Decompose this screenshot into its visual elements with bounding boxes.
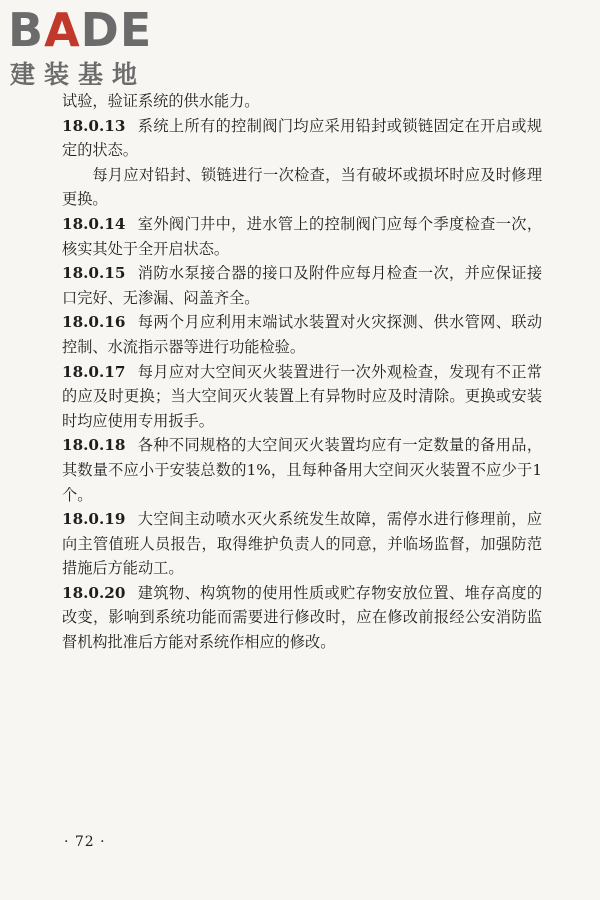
clause-text: 各种不同规格的大空间灭火装置均应有一定数量的备用品，其数量不应小于安装总数的1%，且每种备用大空间灭火装置不应少于1个。 (62, 436, 542, 504)
clause-18-0-15 (62, 261, 542, 310)
page-number: · 72 · (64, 834, 106, 850)
clause-number: 18.0.18 (62, 436, 126, 455)
bade-logo (8, 4, 178, 92)
clause-number: 18.0.13 (62, 116, 126, 135)
document-body (62, 89, 542, 655)
paragraph-text: 每月应对铅封、锁链进行一次检查，当有破坏或损坏时应及时修理更换。 (62, 165, 542, 209)
clause-18-0-18 (62, 433, 542, 507)
clause-text: 消防水泵接合器的接口及附件应每月检查一次，并应保证接口完好、无渗漏、闷盖齐全。 (62, 264, 542, 307)
clause-text: 每月应对大空间灭火装置进行一次外观检查，发现有不正常的应及时更换；当大空间灭火装置上有异物时应及时清除。更换或安装时均应使用专用扳手。 (62, 362, 542, 430)
clause-number: 18.0.20 (62, 583, 126, 602)
clause-18-0-20 (62, 581, 542, 655)
clause-text: 建筑物、构筑物的使用性质或贮存物安放位置、堆存高度的改变，影响到系统功能而需要进行修改时，应在修改前报经公安消防监督机构批准后方能对系统作相应的修改。 (62, 583, 542, 652)
clause-18-0-16 (62, 310, 542, 359)
paragraph (62, 163, 542, 212)
paragraph (62, 89, 542, 114)
clause-18-0-13 (62, 114, 542, 163)
paragraph-text: 试验，验证系统的供水能力。 (62, 92, 260, 110)
clause-text: 系统上所有的控制阀门均应采用铅封或锁链固定在开启或规定的状态。 (62, 116, 542, 160)
clause-18-0-14 (62, 212, 542, 261)
clause-number: 18.0.16 (62, 313, 126, 332)
logo-letter-b: B (8, 3, 45, 57)
clause-number: 18.0.14 (62, 214, 126, 233)
logo-letter-a: A (44, 3, 81, 57)
clause-number: 18.0.15 (62, 264, 126, 283)
clause-18-0-19 (62, 507, 542, 581)
clause-text: 室外阀门井中，进水管上的控制阀门应每个季度检查一次，核实其处于全开启状态。 (62, 214, 542, 258)
logo-wordmark (8, 4, 152, 56)
logo-letters-de: DE (80, 3, 153, 57)
clause-number: 18.0.17 (62, 362, 126, 381)
clause-text: 每两个月应利用末端试水装置对火灾探测、供水管网、联动控制、水流指示器等进行功能检验。 (62, 313, 542, 356)
clause-18-0-17 (62, 360, 542, 434)
clause-text: 大空间主动喷水灭火系统发生故障，需停水进行修理前，应向主管值班人员报告，取得维护负责人的同意，并临场监督，加强防范措施后方能动工。 (62, 510, 542, 578)
clause-number: 18.0.19 (62, 510, 126, 529)
logo-subtitle: 建装基地 (10, 60, 147, 89)
